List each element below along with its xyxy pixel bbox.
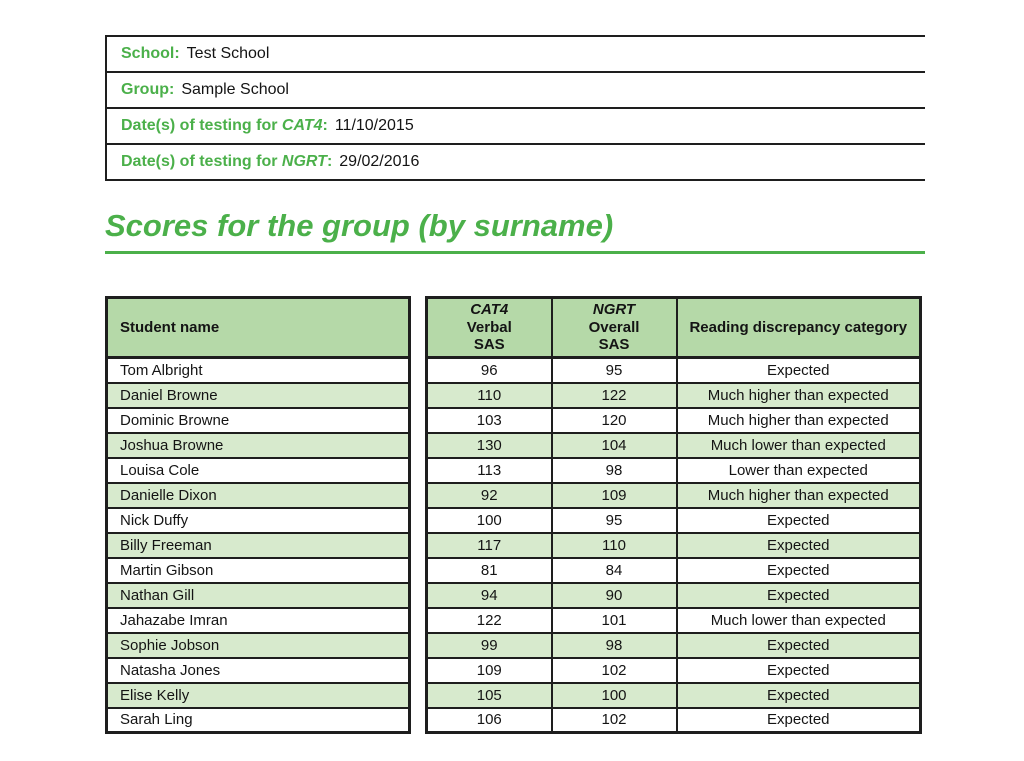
column-header-reading-discrepancy: Reading discrepancy category [677, 298, 921, 358]
column-header-cat4-verbal-sas [427, 298, 552, 358]
table-row [107, 433, 410, 458]
info-row-ngrt-date [107, 145, 925, 181]
table-row [107, 483, 410, 508]
table-row [427, 558, 921, 583]
info-value-ngrt-date: 29/02/2016 [339, 153, 420, 170]
column-header-ngrt-overall-sas [552, 298, 677, 358]
table-row [427, 458, 921, 483]
category-cell: Lower than expected [677, 458, 921, 483]
column-header-student-name: Student name [107, 298, 410, 358]
cat4-sas-cell: 103 [427, 408, 552, 433]
ngrt-sas-cell: 101 [552, 608, 677, 633]
ngrt-sas-cell: 110 [552, 533, 677, 558]
cat4-sas-cell: 94 [427, 583, 552, 608]
cat4-test-name: CAT4 [470, 300, 509, 318]
ngrt-sas-cell: 120 [552, 408, 677, 433]
ngrt-sas-cell: 95 [552, 508, 677, 533]
table-row [427, 583, 921, 608]
ngrt-sas-cell: 122 [552, 383, 677, 408]
scores-table-header [427, 298, 921, 358]
student-name-table-header [107, 298, 410, 358]
table-row [427, 608, 921, 633]
page-title: Scores for the group (by surname) [105, 208, 614, 243]
ngrt-sas-cell: 84 [552, 558, 677, 583]
table-row [427, 633, 921, 658]
student-name-cell: Nathan Gill [107, 583, 410, 608]
table-row [107, 583, 410, 608]
category-cell: Expected [677, 633, 921, 658]
ngrt-test-name: NGRT [592, 300, 636, 318]
category-cell: Expected [677, 533, 921, 558]
category-cell: Much lower than expected [677, 608, 921, 633]
category-cell: Expected [677, 683, 921, 708]
cat4-sas-cell: 81 [427, 558, 552, 583]
table-row [427, 383, 921, 408]
info-label-ngrt-date: Date(s) of testing for NGRT: [121, 153, 333, 170]
title-underline [105, 251, 925, 254]
info-value-cat4-date: 11/10/2015 [334, 117, 414, 134]
info-label-school: School: [121, 45, 180, 62]
category-cell: Much higher than expected [677, 408, 921, 433]
student-name-cell: Tom Albright [107, 358, 410, 383]
table-row [107, 608, 410, 633]
scores-table-body [427, 358, 921, 733]
student-name-cell: Billy Freeman [107, 533, 410, 558]
info-row-group [107, 73, 925, 109]
table-row [427, 683, 921, 708]
table-row [107, 533, 410, 558]
test-name-italic: CAT4 [277, 117, 323, 134]
cat4-sas-cell: 113 [427, 458, 552, 483]
scores-table [425, 296, 922, 734]
cat4-sas-cell: 110 [427, 383, 552, 408]
info-value-school: Test School [186, 45, 270, 62]
student-name-cell: Louisa Cole [107, 458, 410, 483]
info-value-group: Sample School [181, 81, 289, 98]
cat4-header-line2: Verbal [466, 318, 512, 336]
student-name-cell: Nick Duffy [107, 508, 410, 533]
table-row [107, 658, 410, 683]
category-cell: Expected [677, 583, 921, 608]
student-name-cell: Jahazabe Imran [107, 608, 410, 633]
student-name-cell: Danielle Dixon [107, 483, 410, 508]
cat4-sas-cell: 109 [427, 658, 552, 683]
cat4-sas-cell: 130 [427, 433, 552, 458]
ngrt-sas-cell: 104 [552, 433, 677, 458]
cat4-sas-cell: 122 [427, 608, 552, 633]
ngrt-sas-cell: 102 [552, 708, 677, 733]
ngrt-sas-cell: 109 [552, 483, 677, 508]
category-cell: Expected [677, 658, 921, 683]
ngrt-header-line3: SAS [598, 336, 630, 354]
table-row [427, 508, 921, 533]
table-row [107, 508, 410, 533]
table-row [107, 458, 410, 483]
student-name-cell: Elise Kelly [107, 683, 410, 708]
ngrt-sas-cell: 90 [552, 583, 677, 608]
cat4-sas-cell: 99 [427, 633, 552, 658]
ngrt-header-line2: Overall [588, 318, 640, 336]
category-cell: Much higher than expected [677, 483, 921, 508]
category-cell: Expected [677, 708, 921, 733]
student-name-cell: Natasha Jones [107, 658, 410, 683]
table-row [427, 358, 921, 383]
cat4-sas-cell: 117 [427, 533, 552, 558]
ngrt-sas-cell: 102 [552, 658, 677, 683]
table-row [107, 383, 410, 408]
category-cell: Expected [677, 558, 921, 583]
ngrt-sas-cell: 98 [552, 633, 677, 658]
student-name-table-body [107, 358, 410, 733]
table-row [107, 408, 410, 433]
table-row [427, 433, 921, 458]
table-row [427, 483, 921, 508]
ngrt-sas-cell: 98 [552, 458, 677, 483]
cat4-sas-cell: 106 [427, 708, 552, 733]
cat4-sas-cell: 92 [427, 483, 552, 508]
cat4-header-line3: SAS [473, 336, 505, 354]
student-name-cell: Sarah Ling [107, 708, 410, 733]
cat4-sas-cell: 105 [427, 683, 552, 708]
category-cell: Expected [677, 358, 921, 383]
student-name-cell: Daniel Browne [107, 383, 410, 408]
table-row [107, 558, 410, 583]
cat4-sas-cell: 96 [427, 358, 552, 383]
report-header-box [105, 35, 925, 181]
table-row [427, 408, 921, 433]
table-row [107, 633, 410, 658]
table-row [427, 708, 921, 733]
scores-tables [105, 296, 1024, 734]
category-cell: Expected [677, 508, 921, 533]
student-name-cell: Joshua Browne [107, 433, 410, 458]
table-row [107, 708, 410, 733]
category-cell: Much lower than expected [677, 433, 921, 458]
table-row [427, 658, 921, 683]
table-row [107, 683, 410, 708]
cat4-sas-cell: 100 [427, 508, 552, 533]
student-name-table [105, 296, 411, 734]
student-name-cell: Sophie Jobson [107, 633, 410, 658]
test-name-italic: NGRT [277, 153, 327, 170]
student-name-cell: Martin Gibson [107, 558, 410, 583]
info-row-cat4-date [107, 109, 925, 145]
info-row-school [107, 37, 925, 73]
table-row [427, 533, 921, 558]
info-label-cat4-date: Date(s) of testing for CAT4: [121, 117, 328, 134]
info-label-group: Group: [121, 81, 175, 98]
ngrt-sas-cell: 95 [552, 358, 677, 383]
student-name-cell: Dominic Browne [107, 408, 410, 433]
ngrt-sas-cell: 100 [552, 683, 677, 708]
category-cell: Much higher than expected [677, 383, 921, 408]
table-row [107, 358, 410, 383]
